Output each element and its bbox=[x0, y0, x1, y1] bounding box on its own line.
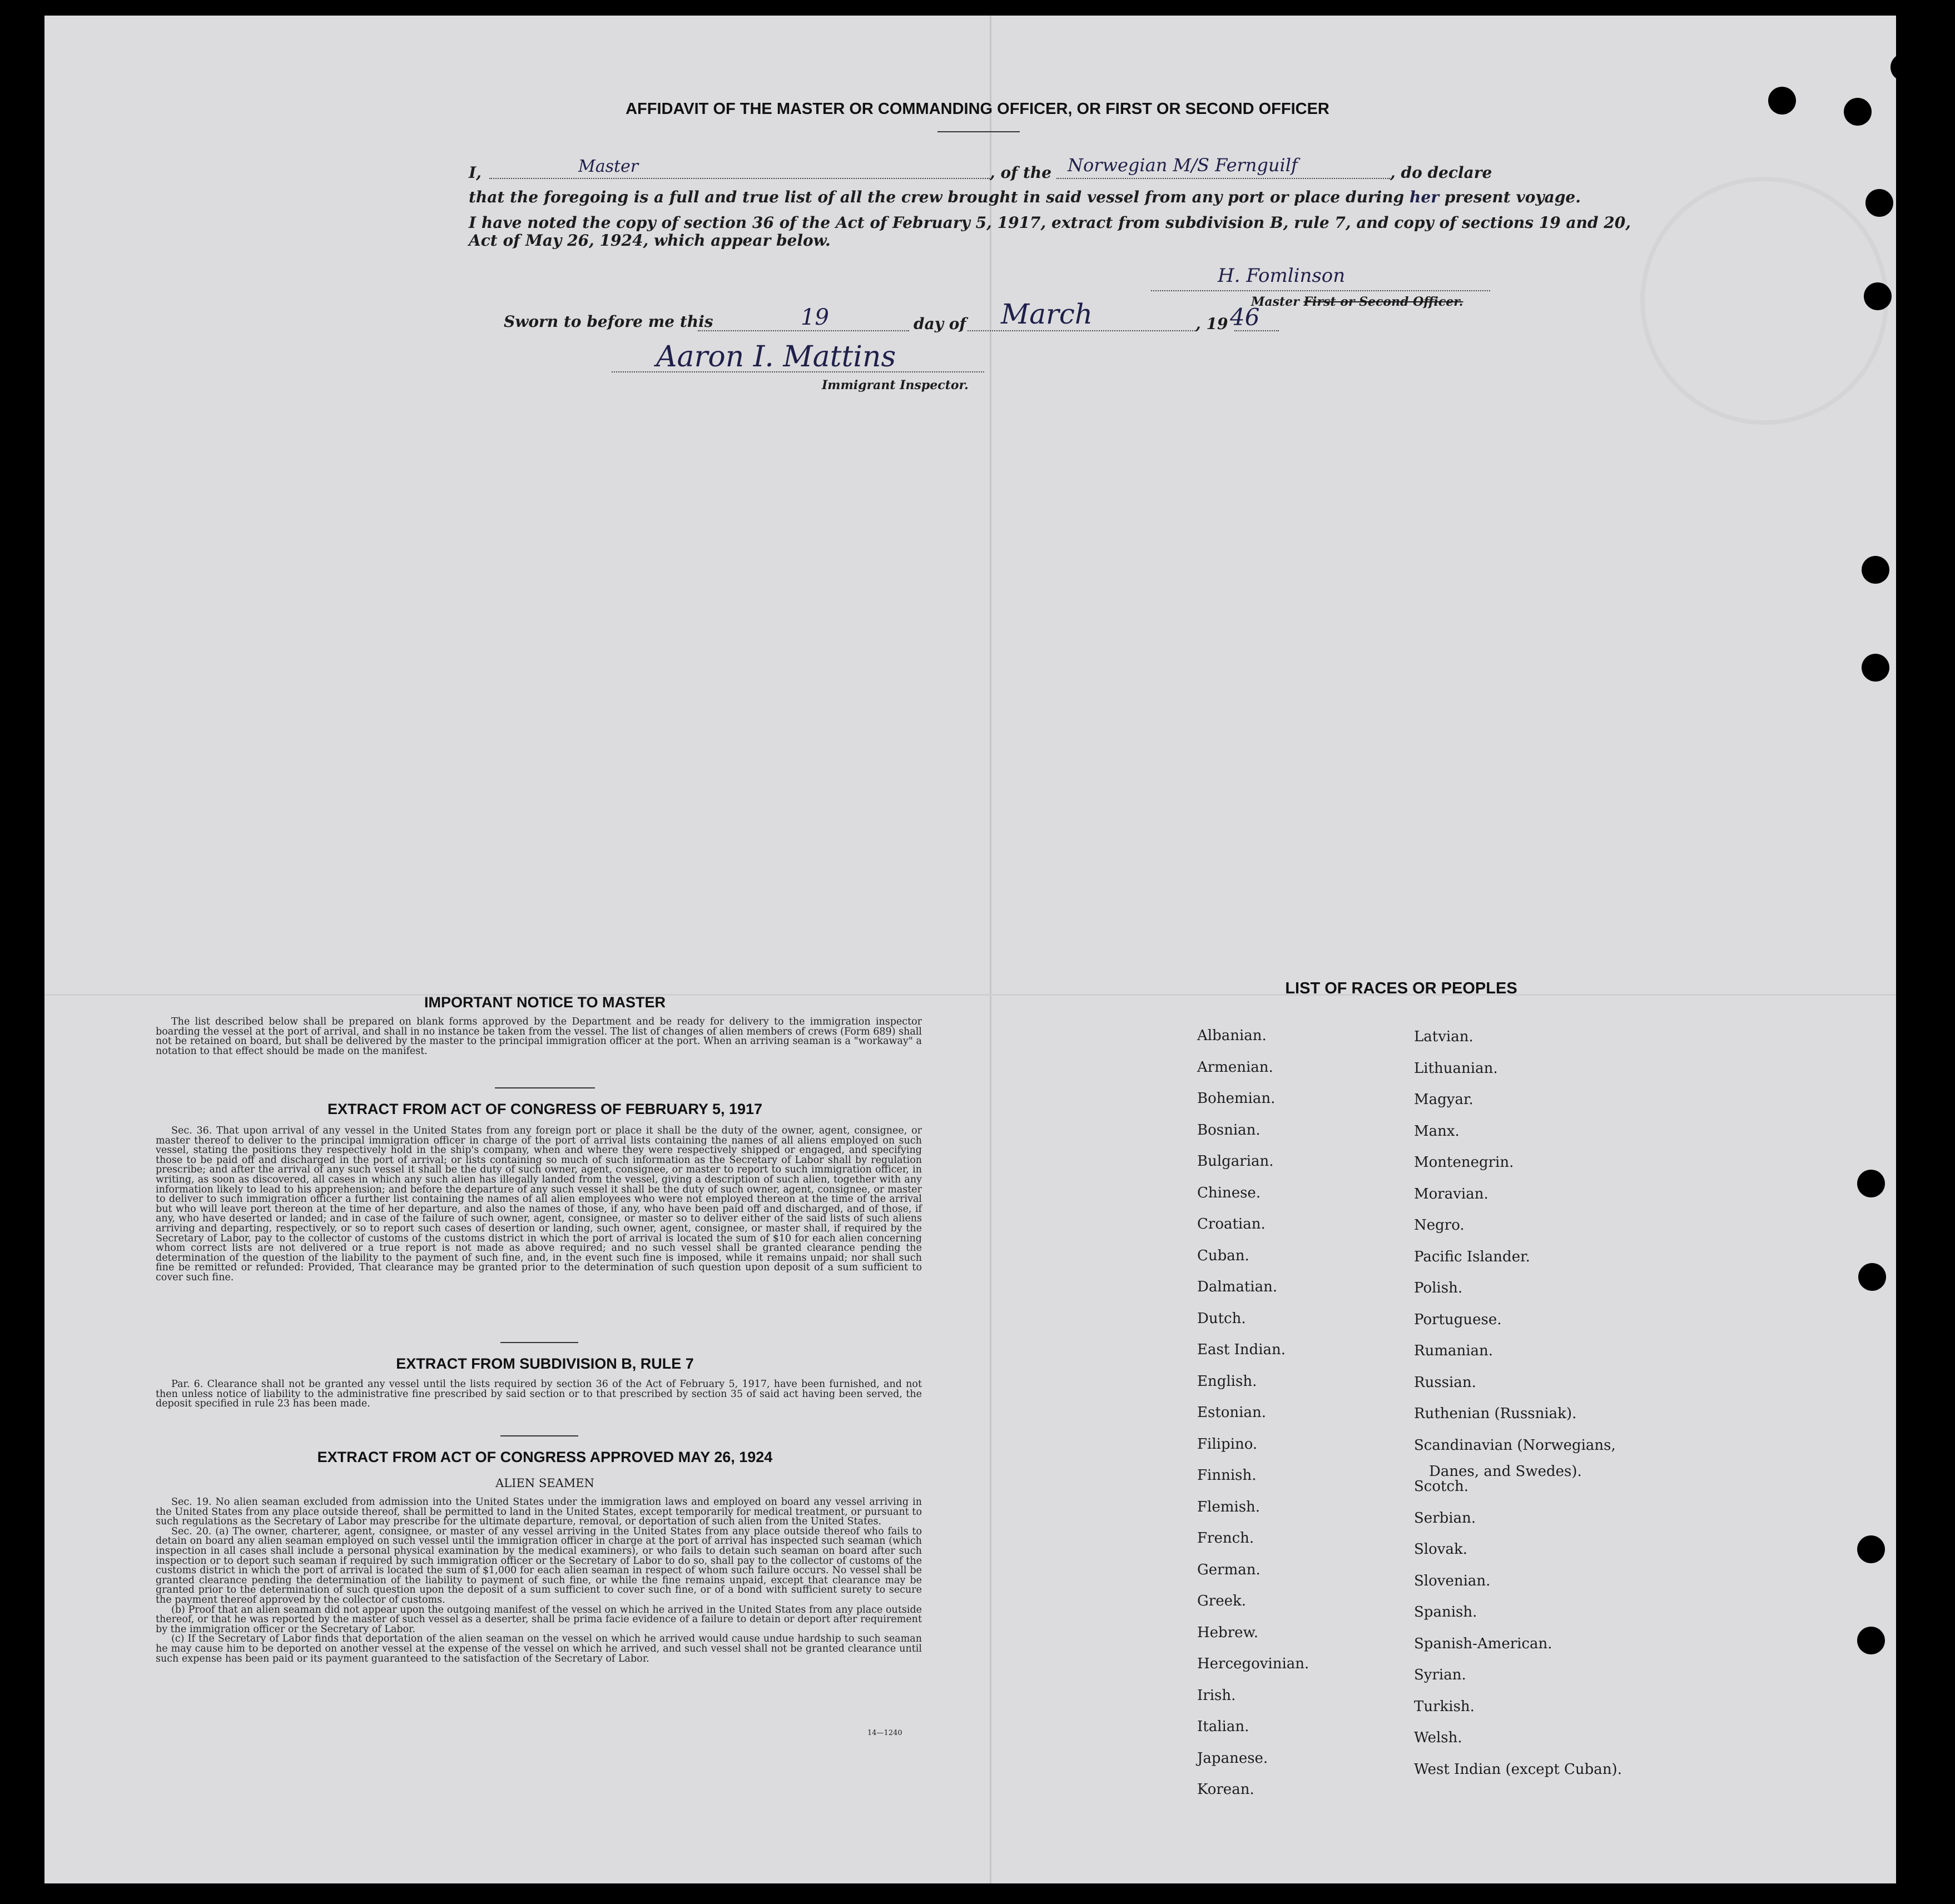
race-item: French. bbox=[1197, 1530, 1254, 1547]
sec20a-paragraph: Sec. 20. (a) The owner, charterer, agent, consignee, or master of any vessel arriving in the United States from any place outside thereof who fails to detain on board any alien seaman employed on such vessel until the immigration officer in charge at the port of arrival has inspected such seaman (which inspection in all cases shall include a personal physical examination by the medical examiners), or who fails to detain such seaman on board after such inspection or to deport such seaman if required by such immigration officer or the Secretary of Labor to do so, shall pay to the collector of customs of the customs district in which the port of arrival is located the sum of $1,000 for each alien seaman in respect of whom such failure occurs. No vessel shall be granted clearance pending the determination of the liability to payment of such fine, or while the fine remains unpaid, except that clearance may be granted prior to the determination of such question upon the deposit of a sum sufficient to cover such fine, or of a bond with sufficient surety to secure the payment thereof approved by the collector of customs. bbox=[156, 1525, 922, 1605]
race-item: Korean. bbox=[1197, 1781, 1254, 1798]
inspector-label: Immigrant Inspector. bbox=[822, 378, 969, 392]
race-item: Latvian. bbox=[1414, 1028, 1473, 1045]
sec36-paragraph: Sec. 36. That upon arrival of any vessel in the United States from any foreign port or place it shall be the duty of the owner, agent, consignee, or master thereof to deliver to the principal immigration officer in charge of the port of arrival lists containing the names of all aliens employed on such vessel, stating the positions they respectively hold in the ship's company, when and where they were respectively shipped or engaged, and specifying those to be paid off and discharged in the port of arrival; or lists containing so much of such information as the Secretary of Labor shall by regulation prescribe; and after the arrival of any such vessel it shall be the duty of such owner, agent, consignee, or master to report to such immigration officer, in writing, as soon as discovered, all cases in which any such alien has illegally landed from the vessel, giving a description of such alien, together with any information likely to lead to his apprehension; and before the departure of any such vessel it shall be the duty of such owner, agent, consignee, or master to deliver to such immigration officer a further list containing the names of all alien employees who were not employed thereon at the time of the arrival but who will leave port thereon at the time of her departure, and also the names of those, if any, who have been paid off and discharged, and of those, if any, who have deserted or landed; and in case of the failure of such owner, agent, consignee, or master so to deliver either of the said lists of such aliens arriving and departing, respectively, or so to report such cases of desertion or landing, such owner, agent, consignee, or master shall, if required by the Secretary of Labor, pay to the collector of customs of the customs district in which the port of arrival is located the sum of $10 for each alien concerning whom correct lists are not delivered or a true report is not made as above required; and no such vessel shall be granted clearance pending the determination of the question of the liability to the payment of such fine, and, in the event such fine is imposed, while it remains unpaid; nor shall such fine be remitted or refunded: Provided, That clearance may be granted prior to the determination of such question upon deposit of a sum sufficient to cover such fine. bbox=[156, 1125, 922, 1283]
race-item: Italian. bbox=[1197, 1718, 1249, 1735]
races-title: LIST OF RACES OR PEOPLES bbox=[1285, 980, 1517, 997]
race-item: Croatian. bbox=[1197, 1216, 1266, 1232]
officer-label-struck: First or Second Officer. bbox=[1303, 295, 1463, 309]
race-item: Serbian. bbox=[1414, 1509, 1476, 1527]
punch-hole bbox=[1858, 1263, 1886, 1291]
master-signature: H. Fomlinson bbox=[1218, 265, 1346, 287]
race-item-continued: Danes, and Swedes). bbox=[1429, 1463, 1582, 1480]
line2-end: present voyage. bbox=[1444, 188, 1581, 206]
extract-1917-body bbox=[156, 1126, 922, 1283]
year-prefix: , 19 bbox=[1195, 315, 1228, 333]
race-item: Dutch. bbox=[1197, 1310, 1246, 1327]
name-field-line bbox=[489, 178, 990, 179]
handwritten-her: her bbox=[1410, 188, 1439, 206]
race-item: Polish. bbox=[1414, 1280, 1463, 1296]
race-item: Magyar. bbox=[1414, 1091, 1473, 1108]
affidavit-line-4: Act of May 26, 1924, which appear below. bbox=[469, 231, 831, 250]
punch-hole bbox=[1862, 556, 1889, 584]
race-item: Russian. bbox=[1414, 1374, 1476, 1391]
inspector-signature-line bbox=[612, 371, 984, 372]
day-field-line bbox=[698, 330, 909, 331]
master-label-row bbox=[1251, 295, 1463, 309]
do-declare-text: , do declare bbox=[1390, 163, 1492, 182]
race-item: Scotch. bbox=[1414, 1478, 1469, 1495]
race-item: Slovenian. bbox=[1414, 1572, 1491, 1589]
section-divider bbox=[500, 1342, 578, 1343]
race-item: Spanish-American. bbox=[1414, 1635, 1552, 1652]
alien-seamen-subtitle: ALIEN SEAMEN bbox=[495, 1477, 594, 1490]
notice-paragraph: The list described below shall be prepared on blank forms approved by the Department and be ready for delivery to the immigration inspector boarding the vessel at the port of arrival, and shall in no instance be taken from the vessel. The list of changes of alien members of crews (Form 689) shall not be retained on board, but shall be delivered by the master to the principal immigration officer at the port. When an arriving seaman is a "workaway" a notation to that effect should be made on the manifest. bbox=[156, 1016, 922, 1057]
race-item: West Indian (except Cuban). bbox=[1414, 1761, 1622, 1778]
affidavit-line-3: I have noted the copy of section 36 of the Act of February 5, 1917, extract from subdivision B, rule 7, and copy of sections 19 and 20, bbox=[469, 213, 1631, 232]
race-item: Bohemian. bbox=[1197, 1090, 1276, 1107]
extract-1924-body bbox=[156, 1498, 922, 1664]
affidavit-title: AFFIDAVIT OF THE MASTER OR COMMANDING OFFICER, OR FIRST OR SECOND OFFICER bbox=[626, 100, 1329, 118]
of-the-text: , of the bbox=[990, 163, 1052, 182]
race-item: Montenegrin. bbox=[1414, 1154, 1514, 1171]
affidavit-line-2 bbox=[469, 188, 1581, 206]
section-divider bbox=[500, 1435, 578, 1436]
race-item: English. bbox=[1197, 1373, 1257, 1390]
notice-body bbox=[156, 1017, 922, 1056]
race-item: Cuban. bbox=[1197, 1247, 1249, 1264]
line2-text: that the foregoing is a full and true list of all the crew brought in said vessel from any port or place during bbox=[469, 188, 1405, 206]
race-item: Chinese. bbox=[1197, 1184, 1261, 1201]
race-item: Estonian. bbox=[1197, 1404, 1266, 1421]
line1-prefix: I, bbox=[469, 163, 482, 182]
race-item: Flemish. bbox=[1197, 1498, 1261, 1515]
race-item: Rumanian. bbox=[1414, 1343, 1493, 1359]
section-divider bbox=[495, 1087, 595, 1088]
race-item: East Indian. bbox=[1197, 1341, 1286, 1358]
race-item: Negro. bbox=[1414, 1217, 1465, 1234]
rule7-body bbox=[156, 1380, 922, 1409]
handwritten-day: 19 bbox=[801, 305, 829, 330]
race-item: Filipino. bbox=[1197, 1435, 1258, 1453]
sec19-paragraph: Sec. 19. No alien seaman excluded from admission into the United States under the immigration laws and employed on board any vessel arriving in the United States from any place outside thereof, shall be permitted to land in the United States, except temporarily for medical treatment, or pursuant to such regulations as the Secretary of Labor may prescribe for the ultimate departure, removal, or deportation of such alien from the United States. bbox=[156, 1497, 922, 1528]
race-item: Ruthenian (Russniak). bbox=[1414, 1405, 1577, 1422]
race-item: German. bbox=[1197, 1561, 1261, 1578]
race-item: Welsh. bbox=[1414, 1729, 1462, 1746]
punch-hole bbox=[1862, 654, 1889, 682]
sec20c-paragraph: (c) If the Secretary of Labor finds that deportation of the alien seaman on the vessel on which he arrived would cause undue hardship to such seaman he may cause him to be deported on another vessel at the expense of the vessel on which he arrived, and such vessel shall not be granted clearance until such expense has been paid or its payment guaranteed to the satisfaction of the Secretary of Labor. bbox=[156, 1633, 922, 1664]
master-signature-line bbox=[1151, 290, 1490, 291]
punch-hole bbox=[1857, 1170, 1885, 1197]
race-item: Albanian. bbox=[1197, 1027, 1267, 1044]
fold-line-vertical bbox=[990, 16, 991, 1883]
extract-1917-title: EXTRACT FROM ACT OF CONGRESS OF FEBRUARY 5, 1917 bbox=[327, 1101, 763, 1117]
race-item: Moravian. bbox=[1414, 1185, 1488, 1202]
sworn-prefix: Sworn to before me this bbox=[504, 312, 713, 331]
race-item: Bulgarian. bbox=[1197, 1153, 1274, 1170]
race-item: Slovak. bbox=[1414, 1541, 1467, 1558]
inspector-signature: Aaron I. Mattins bbox=[656, 340, 896, 374]
punch-hole bbox=[1857, 1535, 1885, 1563]
handwritten-month: March bbox=[1001, 298, 1093, 330]
race-item: Bosnian. bbox=[1197, 1121, 1261, 1139]
sec20b-paragraph: (b) Proof that an alien seaman did not appear upon the outgoing manifest of the vessel on which he arrived in the United States from any place outside thereof, or that he was reported by the master of such vessel as a deserter, shall be prima facie evidence of a failure to detain or deport after requirement by the immigration officer or the Secretary of Labor. bbox=[156, 1604, 922, 1635]
race-item: Pacific Islander. bbox=[1414, 1248, 1530, 1265]
race-item: Manx. bbox=[1414, 1122, 1460, 1140]
punch-hole bbox=[1891, 53, 1918, 81]
race-item: Dalmatian. bbox=[1197, 1279, 1278, 1295]
handwritten-year: 46 bbox=[1230, 304, 1260, 331]
extract-1924-title: EXTRACT FROM ACT OF CONGRESS APPROVED MAY 26, 1924 bbox=[317, 1449, 773, 1465]
handwritten-name: Master bbox=[578, 157, 639, 176]
race-item: Hebrew. bbox=[1197, 1624, 1258, 1641]
notice-title: IMPORTANT NOTICE TO MASTER bbox=[424, 994, 666, 1011]
race-item: Irish. bbox=[1197, 1687, 1236, 1704]
race-item: Armenian. bbox=[1197, 1058, 1273, 1076]
race-item: Turkish. bbox=[1414, 1698, 1475, 1715]
master-label: Master bbox=[1251, 295, 1299, 309]
punch-hole bbox=[1865, 189, 1893, 217]
title-divider bbox=[937, 131, 1020, 132]
race-item: Japanese. bbox=[1197, 1749, 1268, 1767]
race-item: Hercegovinian. bbox=[1197, 1656, 1309, 1672]
form-number: 14—1240 bbox=[867, 1729, 902, 1737]
race-item: Portuguese. bbox=[1414, 1311, 1502, 1328]
race-item: Scandinavian (Norwegians, bbox=[1414, 1436, 1616, 1454]
par6-paragraph: Par. 6. Clearance shall not be granted any vessel until the lists required by section 36 of the Act of February 5, 1917, have been furnished, and not then unless notice of liability to the administrative fine prescribed by said section or to that prescribed by section 35 of said act having been served, the deposit specified in rule 23 has been made. bbox=[156, 1379, 922, 1410]
rule7-title: EXTRACT FROM SUBDIVISION B, RULE 7 bbox=[396, 1355, 694, 1372]
race-item: Syrian. bbox=[1414, 1667, 1466, 1683]
punch-hole bbox=[1857, 1627, 1885, 1654]
day-of-text: day of bbox=[914, 315, 966, 333]
month-field-line bbox=[967, 330, 1195, 331]
punch-hole bbox=[1864, 282, 1892, 310]
vessel-field-line bbox=[1056, 178, 1390, 179]
embossed-seal bbox=[1640, 177, 1888, 425]
race-item: Lithuanian. bbox=[1414, 1060, 1498, 1077]
race-item: Greek. bbox=[1197, 1593, 1246, 1609]
race-item: Spanish. bbox=[1414, 1604, 1477, 1620]
handwritten-vessel: Norwegian M/S Fernguilf bbox=[1068, 155, 1298, 176]
race-item: Finnish. bbox=[1197, 1467, 1257, 1484]
